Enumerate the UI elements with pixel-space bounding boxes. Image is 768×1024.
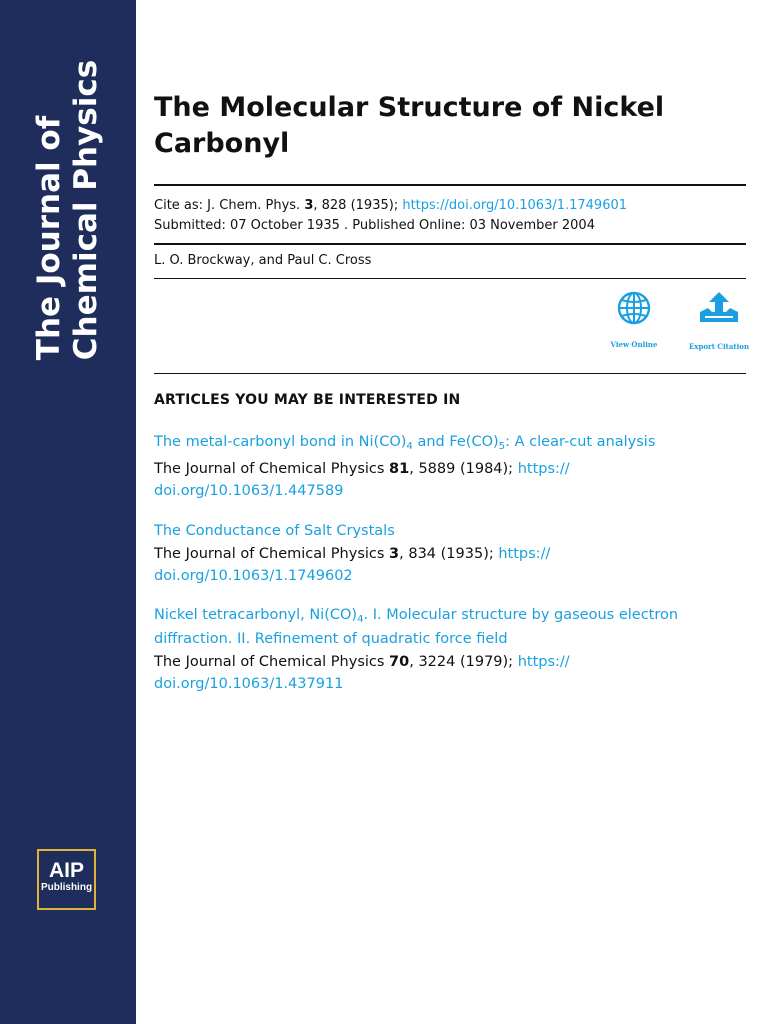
submitted-line: Submitted: 07 October 1935 . Published Online: 03 November 2004	[154, 218, 595, 233]
related-doi-link[interactable]: doi.org/10.1063/1.1749602	[154, 568, 353, 584]
related-article-citation	[154, 458, 746, 502]
title-part: . I. Molecular structure by gaseous electron	[363, 607, 679, 623]
related-doi-link[interactable]: https://	[517, 654, 570, 670]
article-doi-link[interactable]: https://doi.org/10.1063/1.1749601	[402, 198, 628, 213]
related-doi-link[interactable]: https://	[517, 461, 570, 477]
related-article-title-link[interactable]: The Conductance of Salt Crystals	[154, 523, 395, 539]
title-part: Nickel tetracarbonyl, Ni(CO)	[154, 607, 358, 623]
related-articles-heading: ARTICLES YOU MAY BE INTERESTED IN	[154, 392, 461, 408]
cite-volume: 3	[304, 198, 314, 213]
logo-text-aip: AIP	[48, 859, 84, 882]
article-title: The Molecular Structure of Nickel Carbonyl	[154, 92, 665, 159]
related-doi-link[interactable]: doi.org/10.1063/1.447589	[154, 483, 344, 499]
export-citation-label: Export Citation	[688, 342, 750, 351]
title-part: : A clear-cut analysis	[505, 434, 656, 450]
cite-rest: , 3224 (1979);	[409, 654, 518, 670]
cite-journal: The Journal of Chemical Physics	[154, 654, 390, 670]
title-part: The metal-carbonyl bond in Ni(CO)	[154, 434, 407, 450]
divider	[154, 243, 746, 245]
divider	[154, 373, 746, 374]
subscript: 4	[357, 614, 364, 625]
aip-publishing-logo[interactable]	[37, 849, 96, 910]
export-citation-button[interactable]	[684, 290, 754, 351]
journal-title	[31, 60, 105, 360]
subscript: 5	[498, 441, 506, 452]
related-article-citation	[154, 651, 746, 695]
cite-journal: The Journal of Chemical Physics	[154, 461, 390, 477]
authors: L. O. Brockway, and Paul C. Cross	[154, 253, 372, 268]
related-article	[154, 519, 746, 587]
cite-prefix: Cite as: J. Chem. Phys.	[154, 198, 305, 213]
title-part: diffraction. II. Refinement of quadratic force field	[154, 631, 508, 647]
view-online-label: View Online	[610, 340, 658, 349]
cite-rest: , 828 (1935);	[313, 198, 403, 213]
citation-line	[154, 195, 627, 216]
logo-text-publishing: Publishing	[40, 882, 93, 893]
cite-volume: 70	[389, 654, 410, 670]
journal-title-line2: Chemical Physics	[68, 59, 104, 361]
title-part: and Fe(CO)	[412, 434, 499, 450]
divider	[154, 278, 746, 279]
export-icon	[698, 290, 740, 328]
subscript: 4	[406, 441, 413, 452]
globe-icon	[616, 290, 652, 326]
journal-sidebar	[0, 0, 136, 1024]
related-doi-link[interactable]: https://	[498, 546, 551, 562]
cite-journal: The Journal of Chemical Physics	[154, 546, 390, 562]
cite-volume: 81	[389, 461, 410, 477]
cite-rest: , 5889 (1984);	[409, 461, 518, 477]
related-article-title-link[interactable]	[154, 603, 746, 651]
related-doi-link[interactable]: doi.org/10.1063/1.437911	[154, 676, 344, 692]
related-article	[154, 603, 746, 695]
view-online-button[interactable]	[599, 290, 669, 349]
divider	[154, 184, 746, 186]
cite-volume: 3	[389, 546, 400, 562]
related-article	[154, 430, 746, 502]
cite-rest: , 834 (1935);	[399, 546, 499, 562]
related-article-title-link[interactable]	[154, 430, 746, 454]
journal-title-line1: The Journal of	[31, 115, 67, 361]
related-article-citation	[154, 543, 746, 587]
